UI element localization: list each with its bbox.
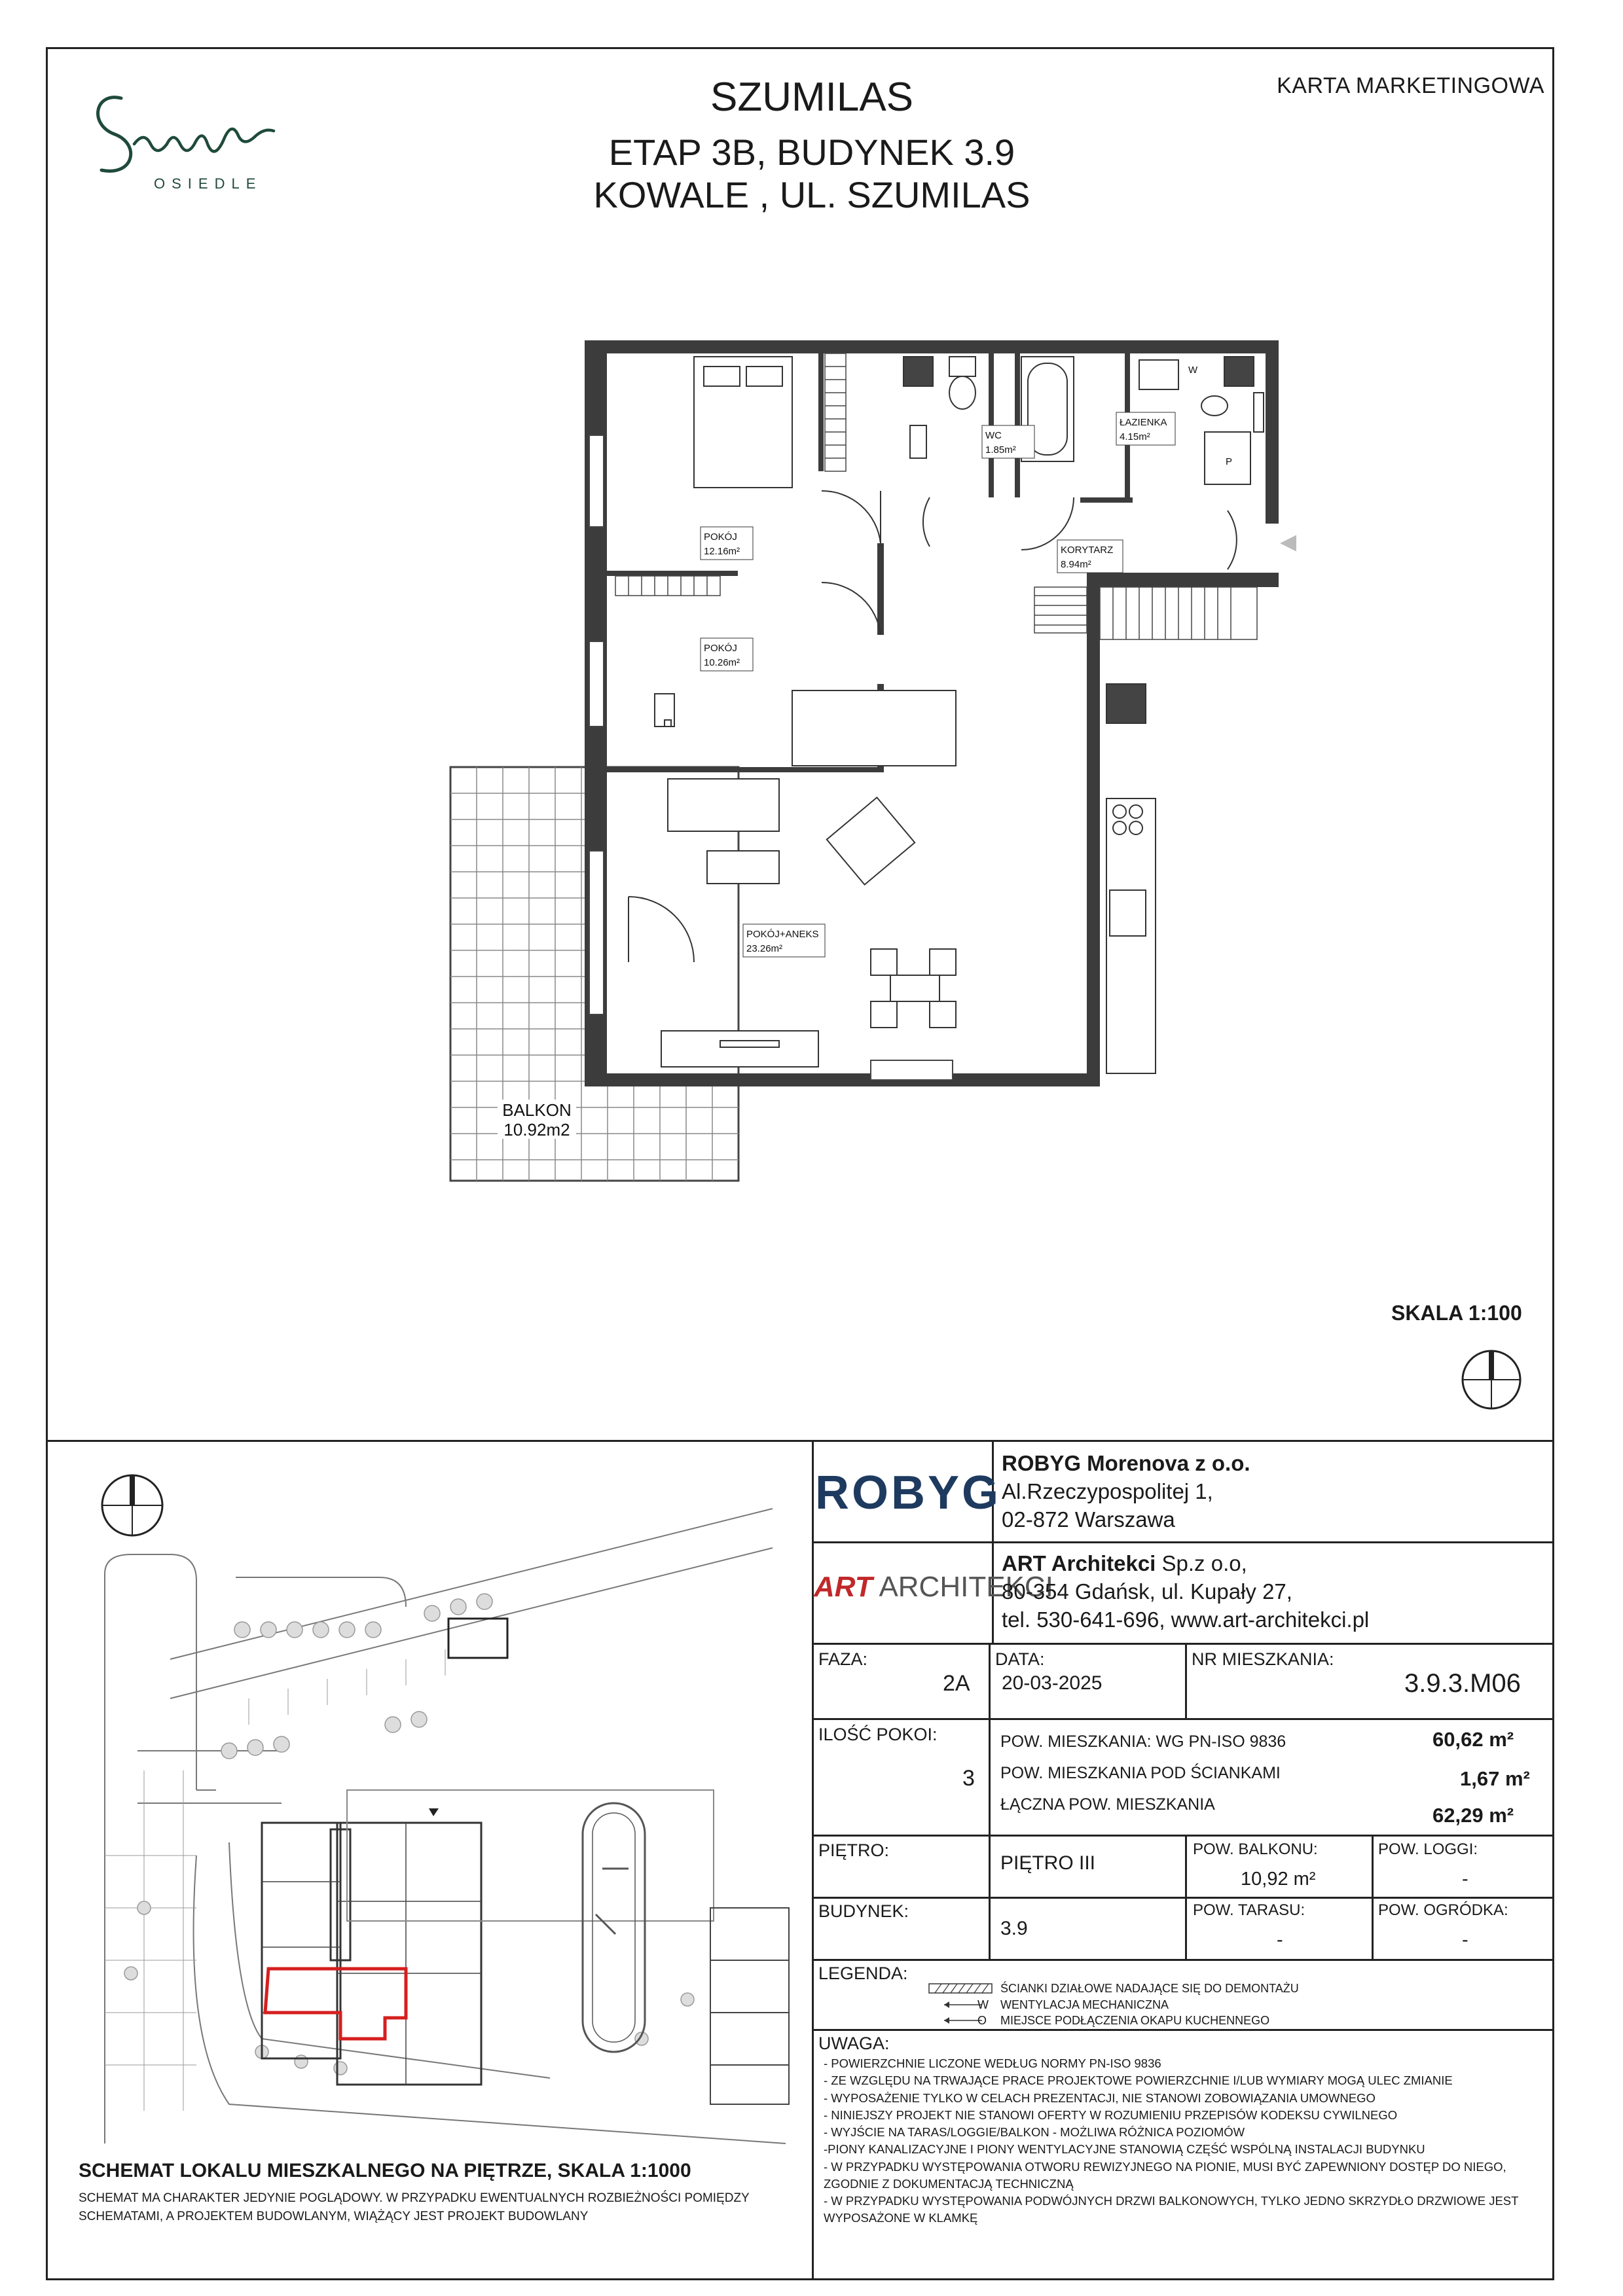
furniture: [655, 357, 1264, 1073]
neighbour-building: [710, 1908, 789, 2104]
terrace-label: POW. TARASU:: [1193, 1901, 1305, 1919]
legend-label: LEGENDA:: [818, 1964, 908, 1983]
note-item: WYPOSAŻONE W KLAMKĘ: [824, 2211, 978, 2225]
room-area: 4.15m²: [1120, 431, 1150, 442]
area-2-label: POW. MIESZKANIA POD ŚCIANKAMI: [1000, 1764, 1281, 1782]
note-item: - WYJŚCIE NA TARAS/LOGGIE/BALKON - MOŻLIWA RÓŻNICA POZIOMÓW: [824, 2125, 1245, 2140]
developer-info: [1002, 1450, 1250, 1534]
legend-item-2-symbol: W: [977, 1998, 989, 2011]
building-label: BUDYNEK:: [818, 1901, 909, 1921]
brand-sub: OSIEDLE: [154, 175, 263, 192]
room-name: POKÓJ+ANEKS: [746, 929, 819, 940]
floor-label: PIĘTRO:: [818, 1840, 890, 1860]
table-row-line: [812, 1835, 1554, 1837]
table-row-line: [812, 1897, 1554, 1899]
plan-scale: SKALA 1:100: [1391, 1301, 1522, 1325]
architect-name: ART Architekci: [1002, 1551, 1156, 1575]
szumilas-logo: [82, 72, 318, 196]
developer-address-2: 02-872 Warszawa: [1002, 1507, 1175, 1532]
page-title: SZUMILAS: [710, 75, 914, 120]
note-item: - W PRZYPADKU WYSTĘPOWANIA OTWORU REWIZYJNEGO NA PIONIE, MUSI BYĆ ZAPEWNIONY DOSTĘP DO NIEGO,: [824, 2159, 1506, 2174]
room-name: POKÓJ: [704, 531, 737, 543]
room-area: 23.26m²: [746, 943, 783, 954]
garden-label: POW. OGRÓDKA:: [1378, 1901, 1508, 1919]
table-col-line: [1185, 1835, 1187, 1959]
building-outline: [262, 1823, 481, 2085]
data-value: 20-03-2025: [1002, 1672, 1103, 1694]
hatch-legend-icon: [928, 1982, 994, 1995]
north-arrow-small-icon: [102, 1475, 162, 1535]
faza-value: 2A: [943, 1671, 970, 1696]
page-subtitle-address: KOWALE , UL. SZUMILAS: [593, 174, 1030, 215]
entrance-arrow-icon: [1280, 530, 1296, 556]
developer-name: ROBYG Morenova z o.o.: [1002, 1451, 1250, 1475]
room-name: POKÓJ: [704, 643, 737, 654]
page-subtitle-stage: ETAP 3B, BUDYNEK 3.9: [608, 132, 1015, 173]
note-item: - WYPOSAŻENIE TYLKO W CELACH PREZENTACJI, NIE STANOWI ZOBOWIĄZANIA UMOWNEGO: [824, 2090, 1376, 2105]
robyg-logo: ROBYG: [815, 1467, 1002, 1519]
nr-label: NR MIESZKANIA:: [1192, 1649, 1334, 1669]
building-value: 3.9: [1000, 1918, 1028, 1939]
area-2-value: 1,67 m²: [1460, 1767, 1530, 1790]
room-name: WC: [985, 430, 1002, 441]
room-area: 12.16m²: [704, 546, 740, 557]
legend-item-3-symbol: O: [977, 2014, 987, 2027]
playground: [583, 1803, 645, 2052]
table-col-line: [1185, 1643, 1187, 1718]
site-schematic: [65, 1450, 799, 2153]
note-item: - POWIERZCHNIE LICZONE WEDŁUG NORMY PN-ISO 9836: [824, 2056, 1161, 2070]
area-1-label: POW. MIESZKANIA: WG PN-ISO 9836: [1000, 1732, 1286, 1751]
data-label: DATA:: [995, 1649, 1045, 1669]
table-left-border: [812, 1440, 814, 2280]
room-name: KORYTARZ: [1061, 545, 1114, 556]
rooms-value: 3: [962, 1766, 975, 1791]
notes-list: [824, 2055, 1544, 2227]
vent-symbol: W: [1188, 365, 1198, 376]
table-row-line: [812, 1718, 1554, 1720]
loggia-label: POW. LOGGI:: [1378, 1840, 1478, 1858]
garden-value: -: [1462, 1929, 1468, 1950]
art-architekci-logo: ART ARCHITEKCI: [814, 1571, 1053, 1603]
legend-item-3: MIEJSCE PODŁĄCZENIA OKAPU KUCHENNEGO: [1000, 2014, 1270, 2027]
room-area: 8.94m²: [1061, 559, 1091, 570]
site-title: SCHEMAT LOKALU MIESZKALNEGO NA PIĘTRZE, SKALA 1:1000: [79, 2160, 691, 2181]
north-arrow-icon: [1459, 1347, 1524, 1412]
document-type: KARTA MARKETINGOWA: [1277, 73, 1544, 98]
developer-address-1: Al.Rzeczypospolitej 1,: [1002, 1479, 1213, 1503]
site-note: SCHEMAT MA CHARAKTER JEDYNIE POGLĄDOWY. W PRZYPADKU EWENTUALNYCH ROZBIEŻNOŚCI POMIĘDZY SCHEMATAMI, A PROJEKTEM BUDOWLANYM, WIĄŻĄCY JEST PROJEKT BUDOWLANY: [79, 2191, 750, 2223]
area-1-value: 60,62 m²: [1432, 1728, 1514, 1751]
balcony-label: POW. BALKONU:: [1193, 1840, 1318, 1858]
floor-value: PIĘTRO III: [1000, 1852, 1096, 1874]
note-item: -PIONY KANALIZACYJNE I PIONY WENTYLACYJNE STANOWIĄ CZĘŚĆ WSPÓLNĄ INSTALACJI BUDYNKU: [824, 2142, 1425, 2157]
note-item: ZGODNIE Z DOKUMENTACJĄ TECHNICZNĄ: [824, 2176, 1074, 2191]
table-row-line: [812, 1643, 1554, 1645]
area-3-value: 62,29 m²: [1432, 1804, 1514, 1827]
section-divider: [46, 1440, 1554, 1442]
terrace-value: -: [1277, 1929, 1283, 1950]
balcony-value: 10,92 m²: [1241, 1869, 1316, 1890]
architect-contact: tel. 530-641-696, www.art-architekci.pl: [1002, 1607, 1370, 1632]
faza-label: FAZA:: [818, 1649, 868, 1669]
table-col-line: [1372, 1835, 1374, 1959]
p-symbol: P: [1226, 456, 1233, 467]
floor-plan: [432, 327, 1296, 1204]
table-row-line: [812, 2029, 1554, 2031]
room-name: ŁAZIENKA: [1120, 417, 1167, 428]
room-area: 1.85m²: [985, 444, 1016, 456]
nr-value: 3.9.3.M06: [1404, 1669, 1521, 1698]
table-col-line: [989, 1643, 991, 1959]
rooms-label: ILOŚĆ POKOI:: [818, 1725, 938, 1744]
note-item: - ZE WZGLĘDU NA TRWAJĄCE PRACE PROJEKTOWE POWIERZCHNIE I/LUB WYMIARY MOGĄ ULEC ZMIANIE: [824, 2073, 1453, 2088]
room-area: 10.26m²: [704, 657, 740, 668]
note-item: - W PRZYPADKU WYSTĘPOWANIA PODWÓJNYCH DRZWI BALKONOWYCH, TYLKO JEDNO SKRZYDŁO DRZWIOWE JEST: [824, 2194, 1519, 2208]
table-row-line: [812, 1959, 1554, 1961]
legend-item-1: ŚCIANKI DZIAŁOWE NADAJĄCE SIĘ DO DEMONTAŻU: [1000, 1982, 1299, 1995]
balcony-name: BALKON: [502, 1100, 572, 1120]
architect-info: ART Architekci Sp.z o.o, 80-354 Gdańsk, ul. Kupały 27, tel. 530-641-696, www.art-architekci.pl: [1002, 1550, 1369, 1634]
table-row-line: [812, 1541, 1554, 1543]
architect-address: 80-354 Gdańsk, ul. Kupały 27,: [1002, 1579, 1292, 1604]
notes-label: UWAGA:: [818, 2034, 890, 2053]
balcony-area: 10.92m2: [503, 1120, 570, 1139]
legend-item-2: WENTYLACJA MECHANICZNA: [1000, 1998, 1169, 2011]
loggia-value: -: [1462, 1869, 1468, 1890]
apartment-highlight: [265, 1969, 406, 2039]
area-3-label: ŁĄCZNA POW. MIESZKANIA: [1000, 1795, 1215, 1814]
note-item: - NINIEJSZY PROJEKT NIE STANOWI OFERTY W ROZUMIENIU PRZEPISÓW KODEKSU CYWILNEGO: [824, 2108, 1398, 2122]
